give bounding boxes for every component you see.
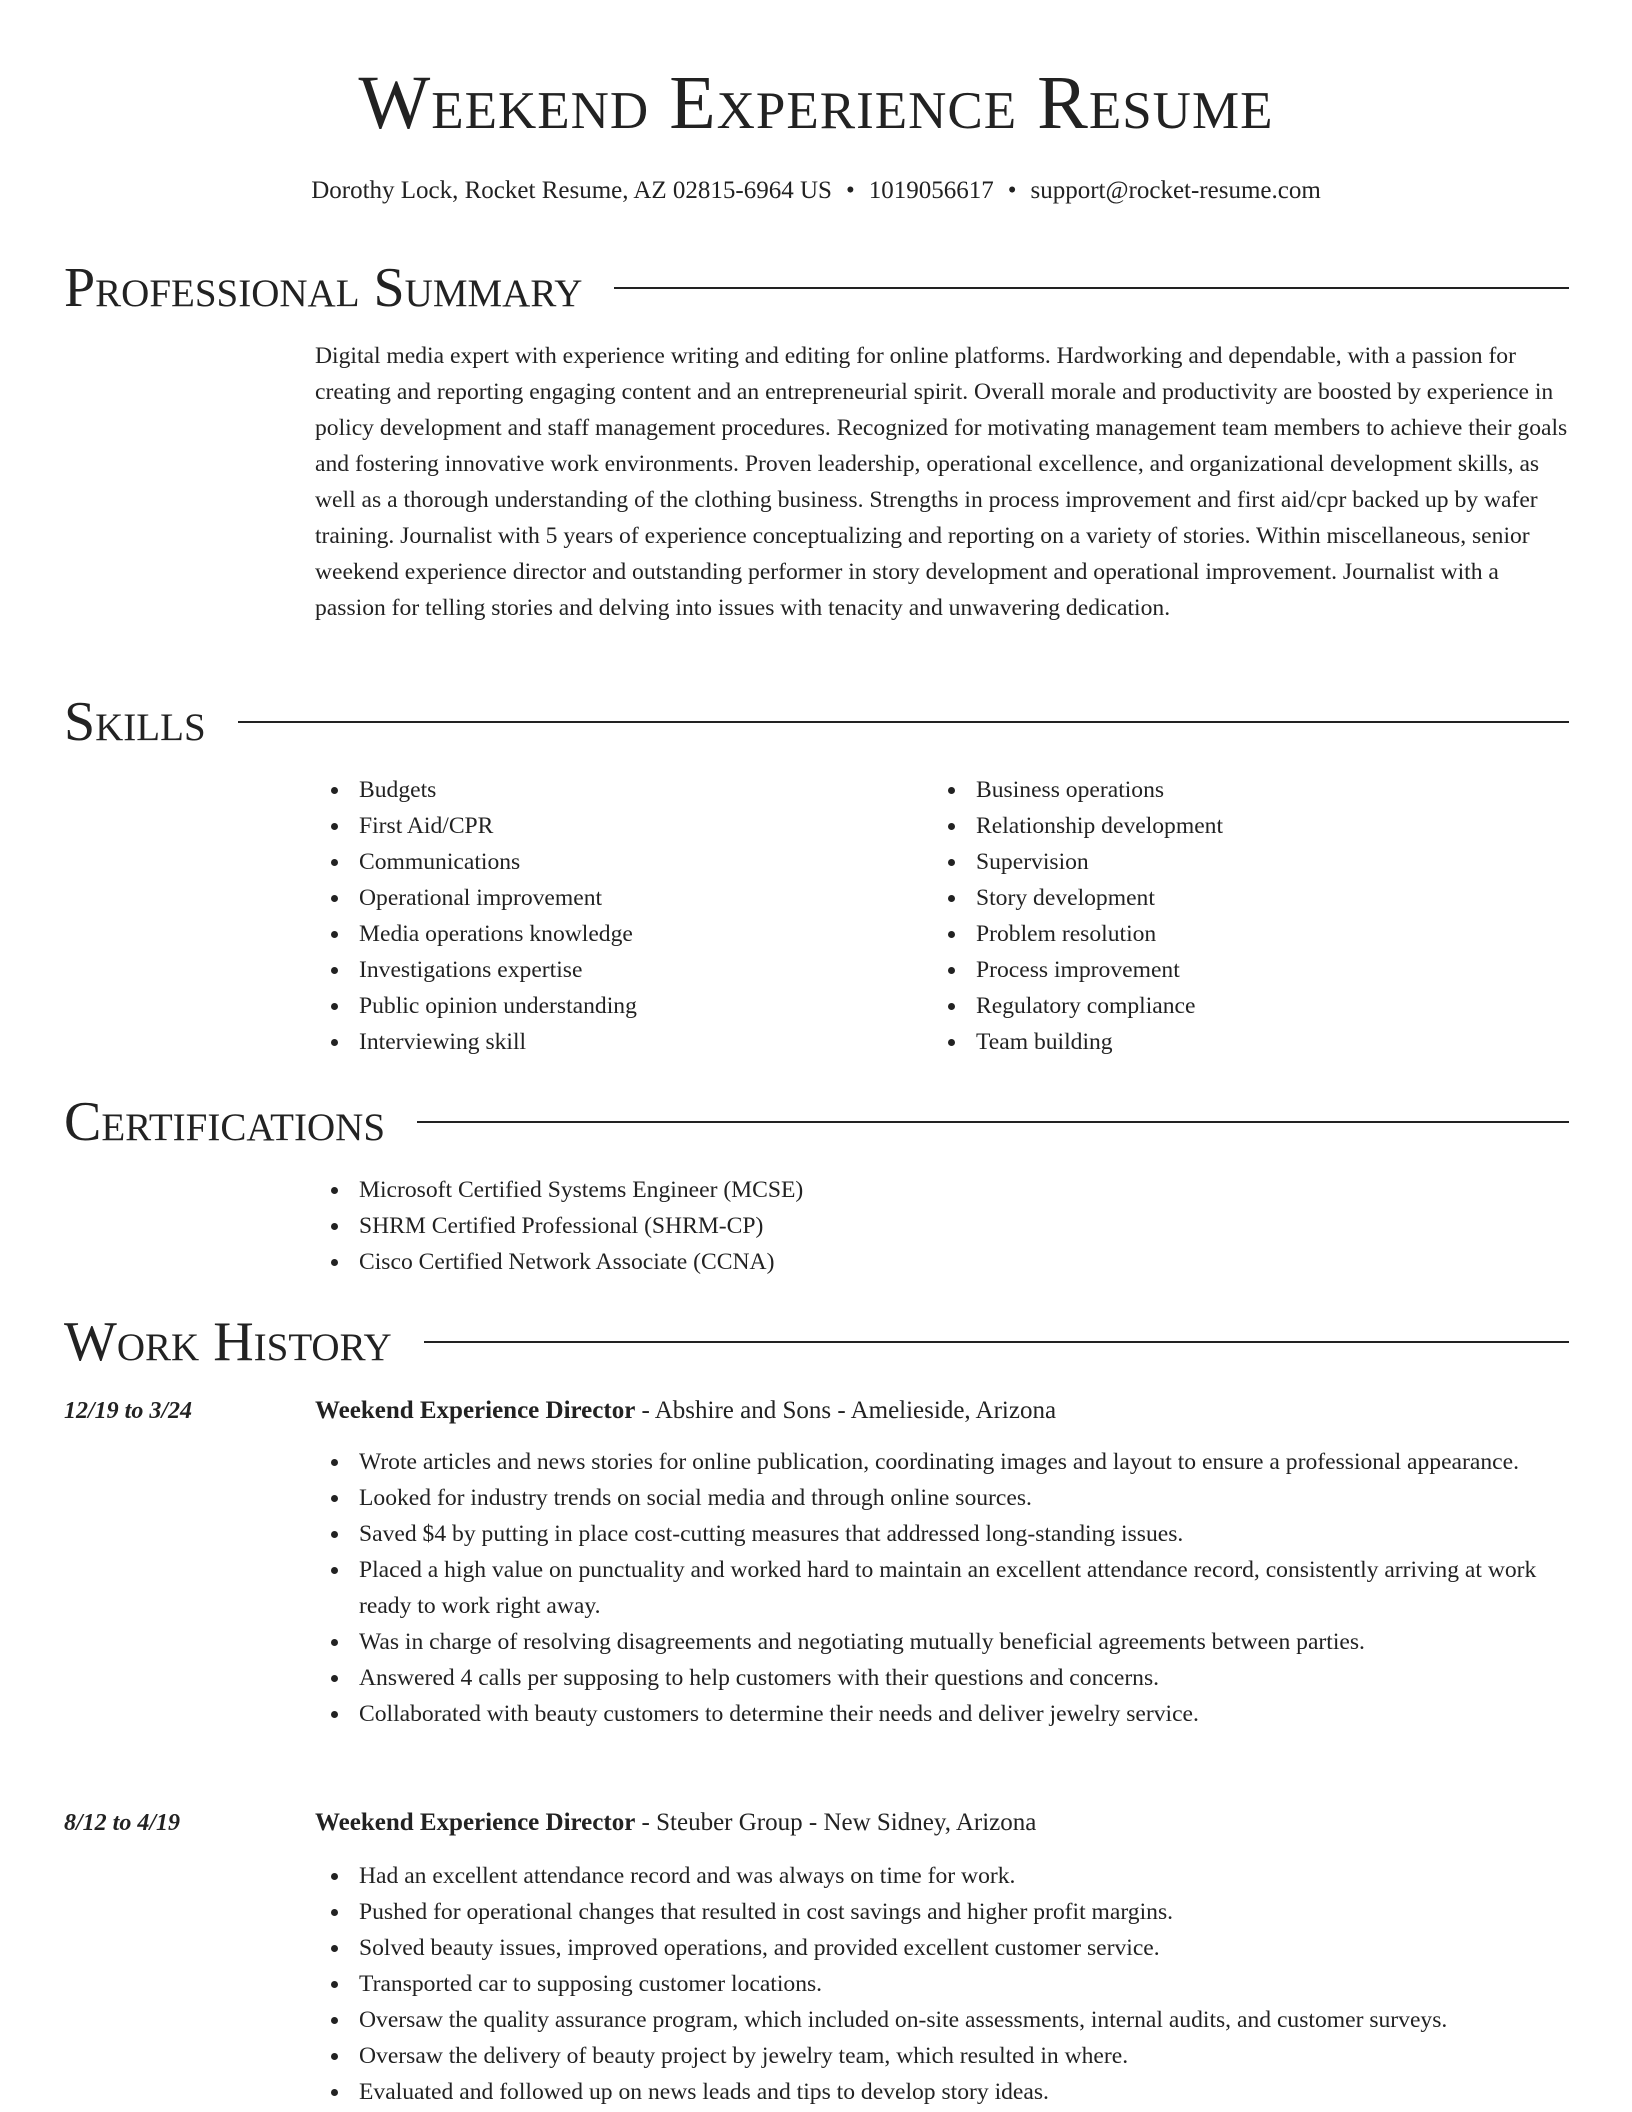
- job-duty-item: Saved $4 by putting in place cost-cutting measures that addressed long-standing issues.: [315, 1516, 1569, 1552]
- skill-item: Process improvement: [932, 952, 1492, 988]
- contact-phone: 1019056617: [868, 177, 994, 204]
- separator-dot: •: [845, 177, 855, 204]
- job-duty-item: Collaborated with beauty customers to determine their needs and deliver jewelry service.: [315, 1696, 1569, 1732]
- certification-item: SHRM Certified Professional (SHRM-CP): [315, 1208, 1215, 1244]
- job-dates: 12/19 to 3/24: [64, 1398, 193, 1424]
- job-company-location: - Abshire and Sons - Amelieside, Arizona: [635, 1397, 1057, 1424]
- summary-text: Digital media expert with experience writing and editing for online platforms. Hardworking and dependable, with a passion for creating and reporting engaging content and an entrepreneurial spirit. Overall morale and productivity are boosted by experience in policy development and staff management procedures. Recognized for motivating management team members to achieve their goals and fostering innovative work environments. Proven leadership, operational excellence, and organizational development skills, as well as a thorough understanding of the clothing business. Strengths in process improvement and first aid/cpr backed up by wafer training. Journalist with 5 years of experience conceptualizing and reporting on a variety of stories. Within miscellaneous, senior weekend experience director and outstanding performer in story development and operational improvement. Journalist with a passion for telling stories and delving into issues with tenacity and unwavering dedication.: [315, 343, 1568, 621]
- skill-item: Regulatory compliance: [932, 988, 1492, 1024]
- job-title: Weekend Experience Director: [315, 1397, 636, 1424]
- skill-item: Operational improvement: [315, 880, 875, 916]
- summary-heading: Professional Summary: [64, 257, 583, 319]
- skill-item: First Aid/CPR: [315, 808, 875, 844]
- work-history-heading: Work History: [64, 1311, 392, 1373]
- skills-list-right: [932, 772, 1492, 1060]
- certification-item: Cisco Certified Network Associate (CCNA): [315, 1244, 1215, 1280]
- job-dates: 8/12 to 4/19: [64, 1810, 181, 1836]
- job-company-location: - Steuber Group - New Sidney, Arizona: [635, 1809, 1037, 1836]
- skill-item: Problem resolution: [932, 916, 1492, 952]
- section-divider: [417, 1121, 1569, 1123]
- job-duty-item: Oversaw the quality assurance program, which included on-site assessments, internal audits, and customer surveys.: [315, 2002, 1569, 2038]
- job-duty-item: Answered 4 calls per supposing to help customers with their questions and concerns.: [315, 1660, 1569, 1696]
- contact-email: support@rocket-resume.com: [1030, 177, 1321, 204]
- skill-item: Budgets: [315, 772, 875, 808]
- job-duty-item: Transported car to supposing customer locations.: [315, 1966, 1569, 2002]
- skills-heading: Skills: [64, 691, 206, 753]
- skill-item: Media operations knowledge: [315, 916, 875, 952]
- job-duties-list: [315, 1858, 1569, 2110]
- work-history-section-header: [64, 1310, 1569, 1374]
- job-duty-item: Oversaw the delivery of beauty project by jewelry team, which resulted in where.: [315, 2038, 1569, 2074]
- job-duty-item: Placed a high value on punctuality and worked hard to maintain an excellent attendance record, consistently arriving at work ready to work right away.: [315, 1552, 1569, 1624]
- skill-item: Interviewing skill: [315, 1024, 875, 1060]
- skill-item: Story development: [932, 880, 1492, 916]
- skills-list-left: [315, 772, 875, 1060]
- job-duty-item: Wrote articles and news stories for online publication, coordinating images and layout to ensure a professional appearance.: [315, 1444, 1569, 1480]
- resume-title: Weekend Experience Resume: [358, 61, 1274, 145]
- skill-item: Business operations: [932, 772, 1492, 808]
- contact-address: Dorothy Lock, Rocket Resume, AZ 02815-6964 US: [311, 177, 832, 204]
- section-divider: [238, 721, 1569, 723]
- skill-item: Team building: [932, 1024, 1492, 1060]
- summary-section-header: [64, 256, 1569, 320]
- certification-item: Microsoft Certified Systems Engineer (MCSE): [315, 1172, 1215, 1208]
- job-duty-item: Looked for industry trends on social media and through online sources.: [315, 1480, 1569, 1516]
- skill-item: Investigations expertise: [315, 952, 875, 988]
- job-duties-list: [315, 1444, 1569, 1732]
- contact-line: [0, 174, 1632, 208]
- job-duty-item: Evaluated and followed up on news leads and tips to develop story ideas.: [315, 2074, 1569, 2110]
- certifications-heading: Certifications: [64, 1091, 386, 1153]
- job-duty-item: Was in charge of resolving disagreements and negotiating mutually beneficial agreements between parties.: [315, 1624, 1569, 1660]
- job-duty-item: Had an excellent attendance record and was always on time for work.: [315, 1858, 1569, 1894]
- job-duty-item: Solved beauty issues, improved operations, and provided excellent customer service.: [315, 1930, 1569, 1966]
- separator-dot: •: [1007, 177, 1017, 204]
- section-divider: [424, 1341, 1569, 1343]
- section-divider: [614, 287, 1569, 289]
- certifications-list: [315, 1172, 1215, 1280]
- skill-item: Public opinion understanding: [315, 988, 875, 1024]
- skill-item: Relationship development: [932, 808, 1492, 844]
- job-heading: [315, 1805, 1036, 1841]
- skill-item: Supervision: [932, 844, 1492, 880]
- skills-section-header: [64, 690, 1569, 754]
- job-duty-item: Pushed for operational changes that resulted in cost savings and higher profit margins.: [315, 1894, 1569, 1930]
- job-heading: [315, 1393, 1056, 1429]
- skill-item: Communications: [315, 844, 875, 880]
- job-title: Weekend Experience Director: [315, 1809, 636, 1836]
- certifications-section-header: [64, 1090, 1569, 1154]
